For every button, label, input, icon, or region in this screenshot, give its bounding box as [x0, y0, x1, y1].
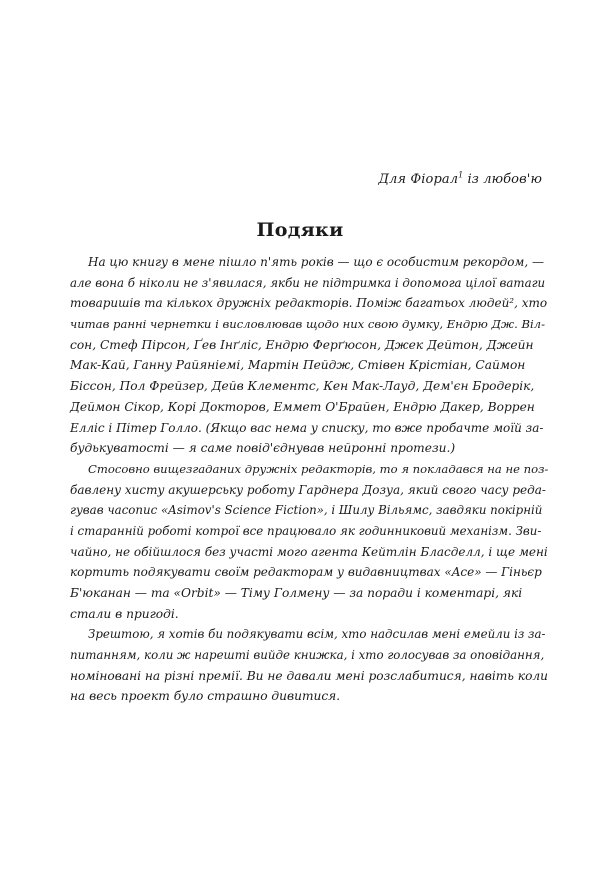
page-title: Подяки — [256, 219, 344, 241]
text-line: на весь проект було страшно дивитися. — [70, 689, 341, 704]
text-line: але вона б ніколи не з'явилася, якби не підтримка і допомога цілої ватаги — [70, 275, 546, 290]
text-line: гував часопис «Asimov's Science Fiction», і Шилу Вільямс, завдяки покірній — [70, 503, 543, 518]
text-line: чайно, не обійшлося без участі мого агента Кейтлін Бласделл, і ще мені — [70, 544, 548, 559]
text-line: товаришів та кількох дружніх редакторів. Поміж багатьох людей², хто — [70, 296, 548, 311]
text-line: стали в пригоді. — [70, 606, 179, 621]
text-line: Біссон, Пол Фрейзер, Дейв Клементс, Кен Мак-Лауд, Дем'єн Бродерік, — [70, 379, 535, 394]
text-line: номіновані на різні премії. Ви не давали мені розслабитися, навіть коли — [70, 668, 549, 683]
text-line: і старанній роботі котрої все працювало як годинниковий механізм. Зви- — [70, 523, 542, 538]
text-line: питанням, коли ж нарешті вийде книжка, і хто голосував за оповідання, — [70, 648, 545, 663]
text-line: Елліс і Пітер Голло. (Якщо вас нема у списку, то вже пробачте моїй за- — [70, 420, 544, 435]
text-line: На цю книгу в мене пішло п'ять років — що є особистим рекордом, — — [88, 255, 544, 269]
text-line: читав ранні чернетки і висловлював щодо них свою думку, Ендрю Дж. Віл- — [70, 317, 545, 332]
text-line: Мак-Кай, Ганну Райяніемі, Мартін Пейдж, Стівен Крістіан, Саймон — [70, 358, 526, 373]
footnote-mark: 1 — [458, 170, 464, 180]
text-line: кортить подякувати своїм редакторам у видавництвах «Ace» — Гіньєр — [70, 565, 542, 580]
acknowledgements-body — [70, 252, 548, 707]
text-line: будькуватості — я саме повід'єднував нейронні протези.) — [70, 441, 456, 456]
text-line: Стосовно вищезгаданих дружніх редакторів, то я покладався на не поз- — [88, 461, 549, 476]
text-line: Зрештою, я хотів би подякувати всім, хто надсилав мені емейли із за- — [88, 627, 546, 642]
dedication-suffix: із любов'ю — [463, 172, 542, 187]
text-line: Б'юканан — та «Orbit» — Тіму Голмену — за поради і коментарі, які — [70, 586, 523, 600]
text-line: бавлену хисту акушерську роботу Гарднера Дозуа, який свого часу реда- — [70, 482, 546, 497]
text-line: Деймон Сікор, Корі Докторов, Еммет О'Брайен, Ендрю Дакер, Воррен — [70, 399, 535, 414]
dedication-text: Для Фіорал — [378, 172, 459, 187]
dedication — [378, 172, 542, 187]
text-line: сон, Стеф Пірсон, Ґев Інґліс, Ендрю Ферґюсон, Джек Дейтон, Джейн — [70, 337, 534, 352]
